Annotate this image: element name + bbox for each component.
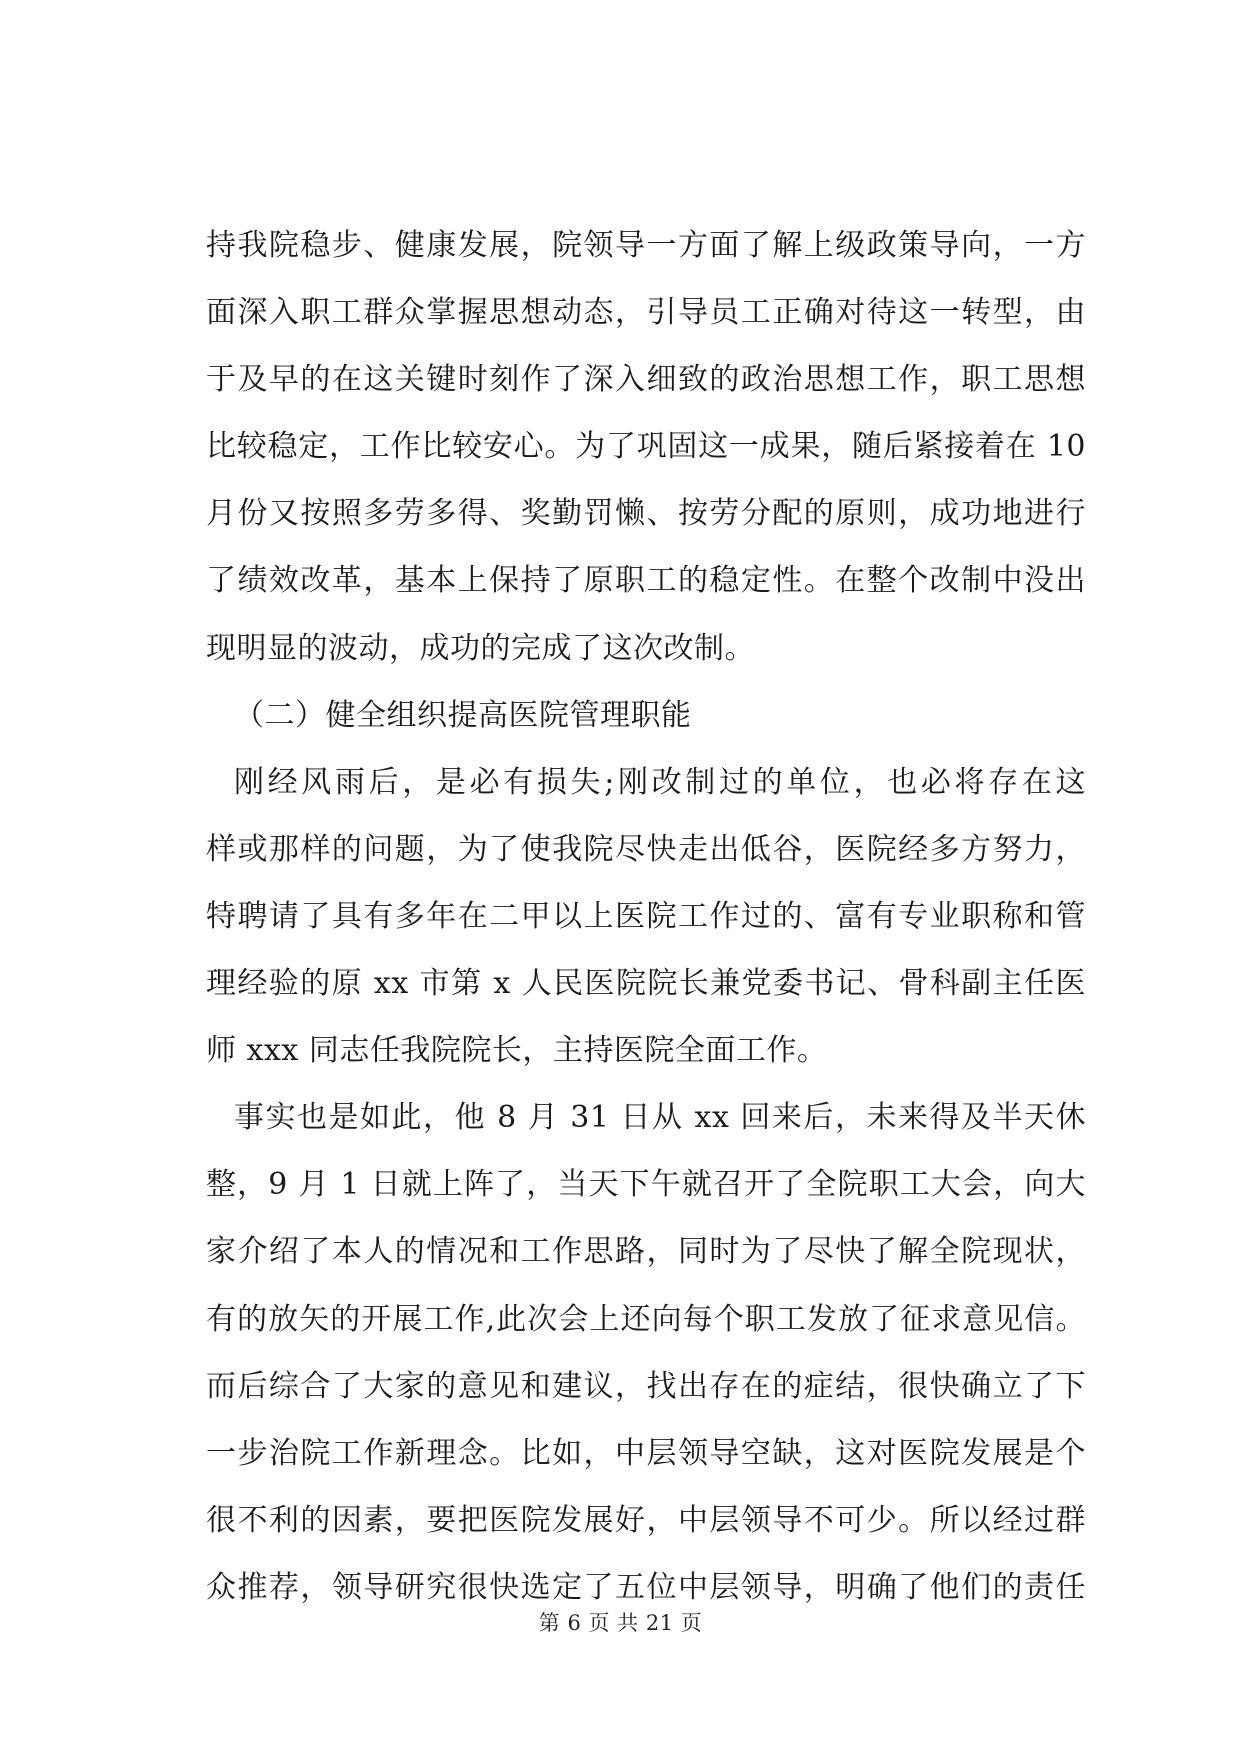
text-line: 整，9 月 1 日就上阵了，当天下午就召开了全院职工大会，向大 [206,1167,1086,1203]
text-line: 事实也是如此，他 8 月 31 日从 xx 回来后，未来得及半天休 [234,1100,1086,1136]
section-heading: （二）健全组织提高医院管理职能 [234,697,692,733]
text-line: 有的放矢的开展工作,此次会上还向每个职工发放了征求意见信。 [206,1301,1086,1337]
text-line: 而后综合了大家的意见和建议，找出存在的症结，很快确立了下 [206,1368,1086,1404]
text-line: 比较稳定，工作比较安心。为了巩固这一成果，随后紧接着在 10 [206,429,1086,465]
text-line: 于及早的在这关键时刻作了深入细致的政治思想工作，职工思想 [206,362,1086,398]
text-line: 了绩效改革，基本上保持了原职工的稳定性。在整个改制中没出 [206,563,1086,599]
text-line: 现明显的波动，成功的完成了这次改制。 [206,630,755,666]
text-line: 持我院稳步、健康发展，院领导一方面了解上级政策导向，一方 [206,228,1086,263]
page-footer: 第 6 页 共 21 页 [538,1611,703,1635]
text-line: 样或那样的问题，为了使我院尽快走出低谷，医院经多方努力， [206,831,1086,867]
text-line: 理经验的原 xx 市第 x 人民医院院长兼党委书记、骨科副主任医 [206,966,1086,1002]
text-line: 家介绍了本人的情况和工作思路，同时为了尽快了解全院现状， [206,1234,1086,1270]
text-line: 很不利的因素，要把医院发展好，中层领导不可少。所以经过群 [206,1502,1086,1538]
document-body [206,225,1086,1634]
text-line: 师 xxx 同志任我院院长，主持医院全面工作。 [206,1033,828,1069]
text-line: 特聘请了具有多年在二甲以上医院工作过的、富有专业职称和管 [206,898,1086,934]
text-line: 面深入职工群众掌握思想动态，引导员工正确对待这一转型，由 [206,295,1086,331]
text-line: 一步治院工作新理念。比如，中层领导空缺，这对医院发展是个 [206,1435,1086,1471]
text-line: 刚经风雨后，是必有损失;刚改制过的单位，也必将存在这 [234,764,1086,800]
text-line: 众推荐，领导研究很快选定了五位中层领导，明确了他们的责任 [206,1569,1086,1605]
text-line: 月份又按照多劳多得、奖勤罚懒、按劳分配的原则，成功地进行 [206,496,1086,532]
